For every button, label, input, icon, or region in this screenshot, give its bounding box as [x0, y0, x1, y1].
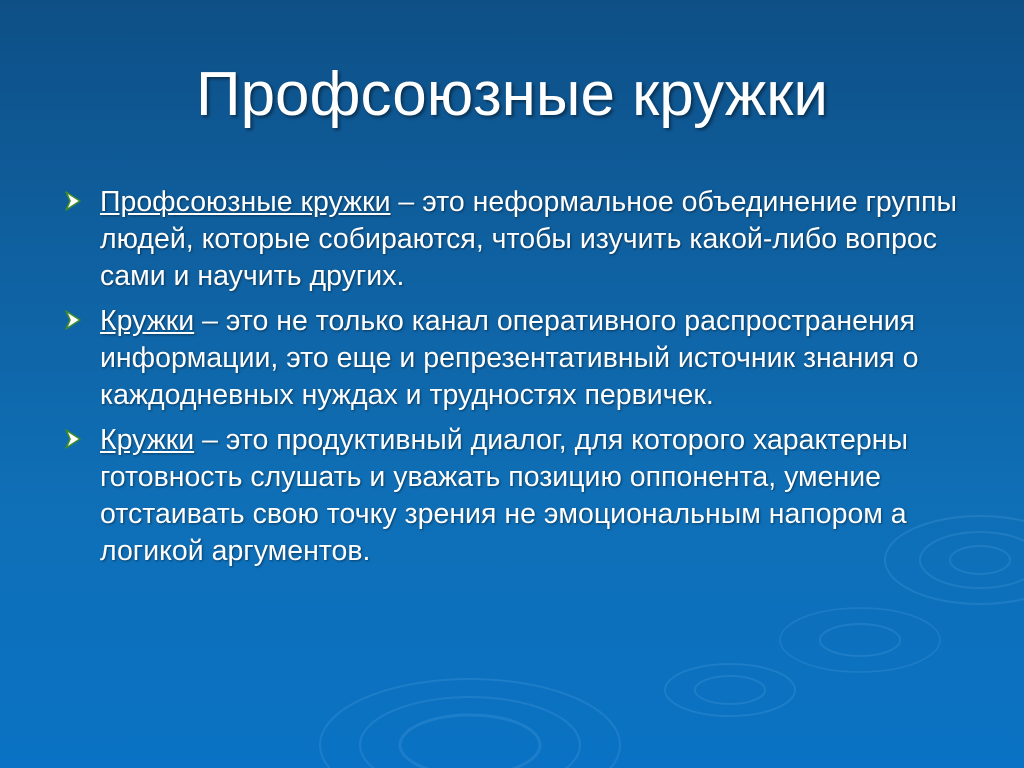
bullet-text: – это неформальное объединение группы людей, которые собираются, чтобы изучить какой-либо вопрос сами и научить других.	[100, 186, 957, 292]
arrowhead-bullet-icon	[60, 426, 86, 452]
bullet-item	[60, 422, 960, 570]
bullet-term: Кружки	[100, 424, 195, 456]
bullet-text: – это не только канал оперативного распространения информации, это еще и репрезентативный источник знания о каждодневных нуждах и трудностях первичек.	[100, 305, 919, 411]
bullet-term: Профсоюзные кружки	[100, 186, 391, 218]
bullet-list	[60, 184, 960, 578]
slide-title: Профсоюзные кружки	[196, 60, 828, 129]
bullet-item	[60, 303, 960, 414]
bullet-term: Кружки	[100, 305, 195, 337]
bullet-text: – это продуктивный диалог, для которого характерны готовность слушать и уважать позицию оппонента, умение отстаивать свою точку зрения не эмоциональным напором а логикой аргументов.	[100, 424, 908, 567]
arrowhead-bullet-icon	[60, 188, 86, 214]
arrowhead-bullet-icon	[60, 307, 86, 333]
bullet-item	[60, 184, 960, 295]
